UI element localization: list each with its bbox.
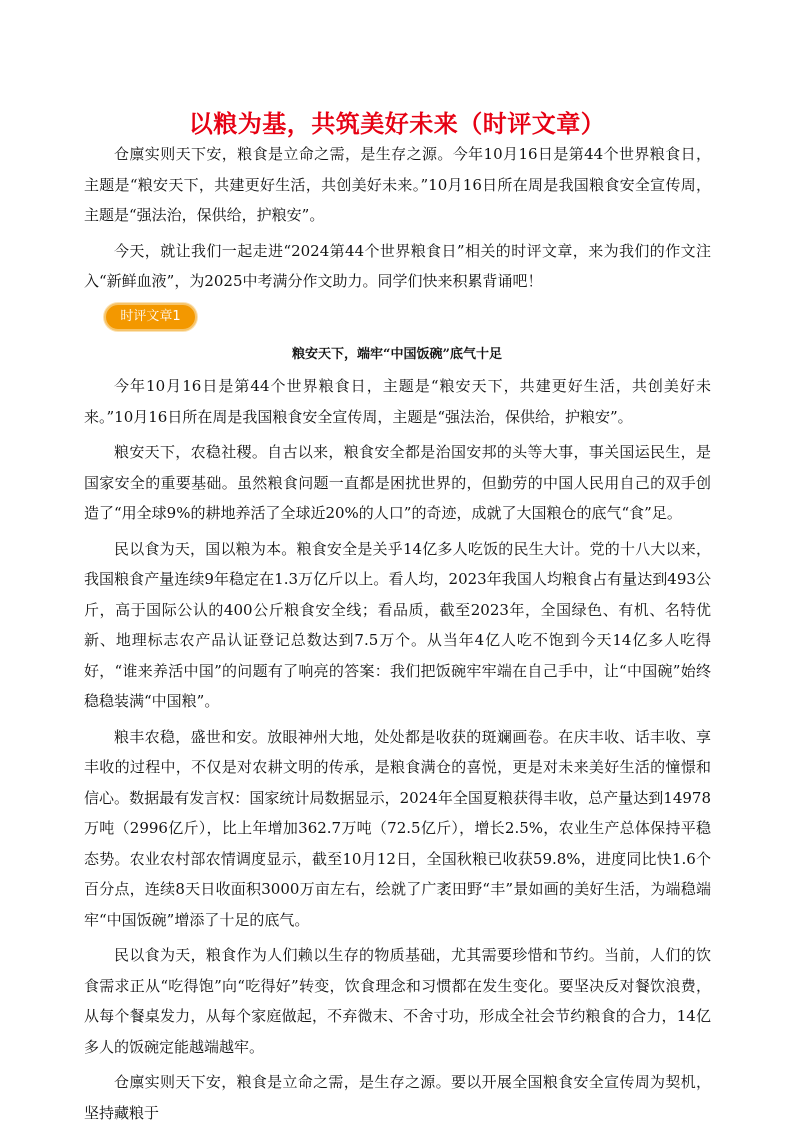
intro-section bbox=[84, 139, 711, 297]
intro-paragraph-2: 今天，就让我们一起走进“2024第44个世界粮食日”相关的时评文章，来为我们的作文注入“新鲜血液”，为2025中考满分作文助力。同学们快来积累背诵吧！ bbox=[84, 241, 711, 290]
article-paragraph-3: 民以食为天，国以粮为本。粮食安全是关乎14亿多人吃饭的民生大计。党的十八大以来，我国粮食产量连续9年稳定在1.3万亿斤以上。看人均，2023年我国人均粮食占有量达到493公斤，高于国际公认的400公斤粮食安全线；看品质，截至2023年，全国绿色、有机、名特优新、地理标志农产品认证登记总数达到7.5万个。从当年4亿人吃不饱到今天14亿多人吃得好，“谁来养活中国”的问题有了响亮的答案：我们把饭碗牢牢端在自己手中，让“中国碗”始终稳稳装满“中国粮”。 bbox=[84, 539, 711, 710]
article-title: 粮安天下，端牢“中国饭碗”底气十足 bbox=[292, 347, 502, 362]
intro-paragraph-1: 仓廪实则天下安，粮食是立命之需，是生存之源。今年10月16日是第44个世界粮食日，主题是“粮安天下，共建更好生活，共创美好未来。”10月16日所在周是我国粮食安全宣传周，主题是“强法治，保供给，护粮安”。 bbox=[84, 145, 711, 224]
document-title: 以粮为基，共筑美好未来（时评文章） bbox=[188, 110, 606, 138]
section-badge: 时评文章1 bbox=[104, 303, 197, 331]
article-paragraph-2: 粮安天下，农稳社稷。自古以来，粮食安全都是治国安邦的头等大事，事关国运民生，是国家安全的重要基础。虽然粮食问题一直都是困扰世界的，但勤劳的中国人民用自己的双手创造了“用全球9%的耕地养活了全球近20%的人口”的奇迹，成就了大国粮仓的底气“食”足。 bbox=[84, 443, 711, 522]
article-paragraph-4: 粮丰农稳，盛世和安。放眼神州大地，处处都是收获的斑斓画卷。在庆丰收、话丰收、享丰收的过程中，不仅是对农耕文明的传承，是粮食满仓的喜悦，更是对未来美好生活的憧憬和信心。数据最有发言权：国家统计局数据显示，2024年全国夏粮获得丰收，总产量达到14978万吨（2996亿斤），比上年增加362.7万吨（72.5亿斤），增长2.5%，农业生产总体保持平稳态势。农业农村部农情调度显示，截至10月12日，全国秋粮已收获59.8%，进度同比快1.6个百分点，连续8天日收面积3000万亩左右，绘就了广袤田野“丰”景如画的美好生活，为端稳端牢“中国饭碗”增添了十足的底气。 bbox=[84, 727, 711, 929]
article-paragraph-1: 今年10月16日是第44个世界粮食日，主题是“粮安天下，共建更好生活，共创美好未来。”10月16日所在周是我国粮食安全宣传周，主题是“强法治，保供给，护粮安”。 bbox=[84, 377, 711, 426]
article-paragraph-5: 民以食为天，粮食作为人们赖以生存的物质基础，尤其需要珍惜和节约。当前，人们的饮食需求正从“吃得饱”向“吃得好”转变，饮食理念和习惯都在发生变化。要坚决反对餐饮浪费，从每个餐桌发力，从每个家庭做起，不弃微末、不舍寸功，形成全社会节约粮食的合力，14亿多人的饭碗定能越端越牢。 bbox=[84, 946, 711, 1056]
article-paragraph-6: 仓廪实则天下安，粮食是立命之需，是生存之源。要以开展全国粮食安全宣传周为契机，坚持藏粮于 bbox=[84, 1073, 711, 1122]
article-body bbox=[84, 371, 711, 1128]
